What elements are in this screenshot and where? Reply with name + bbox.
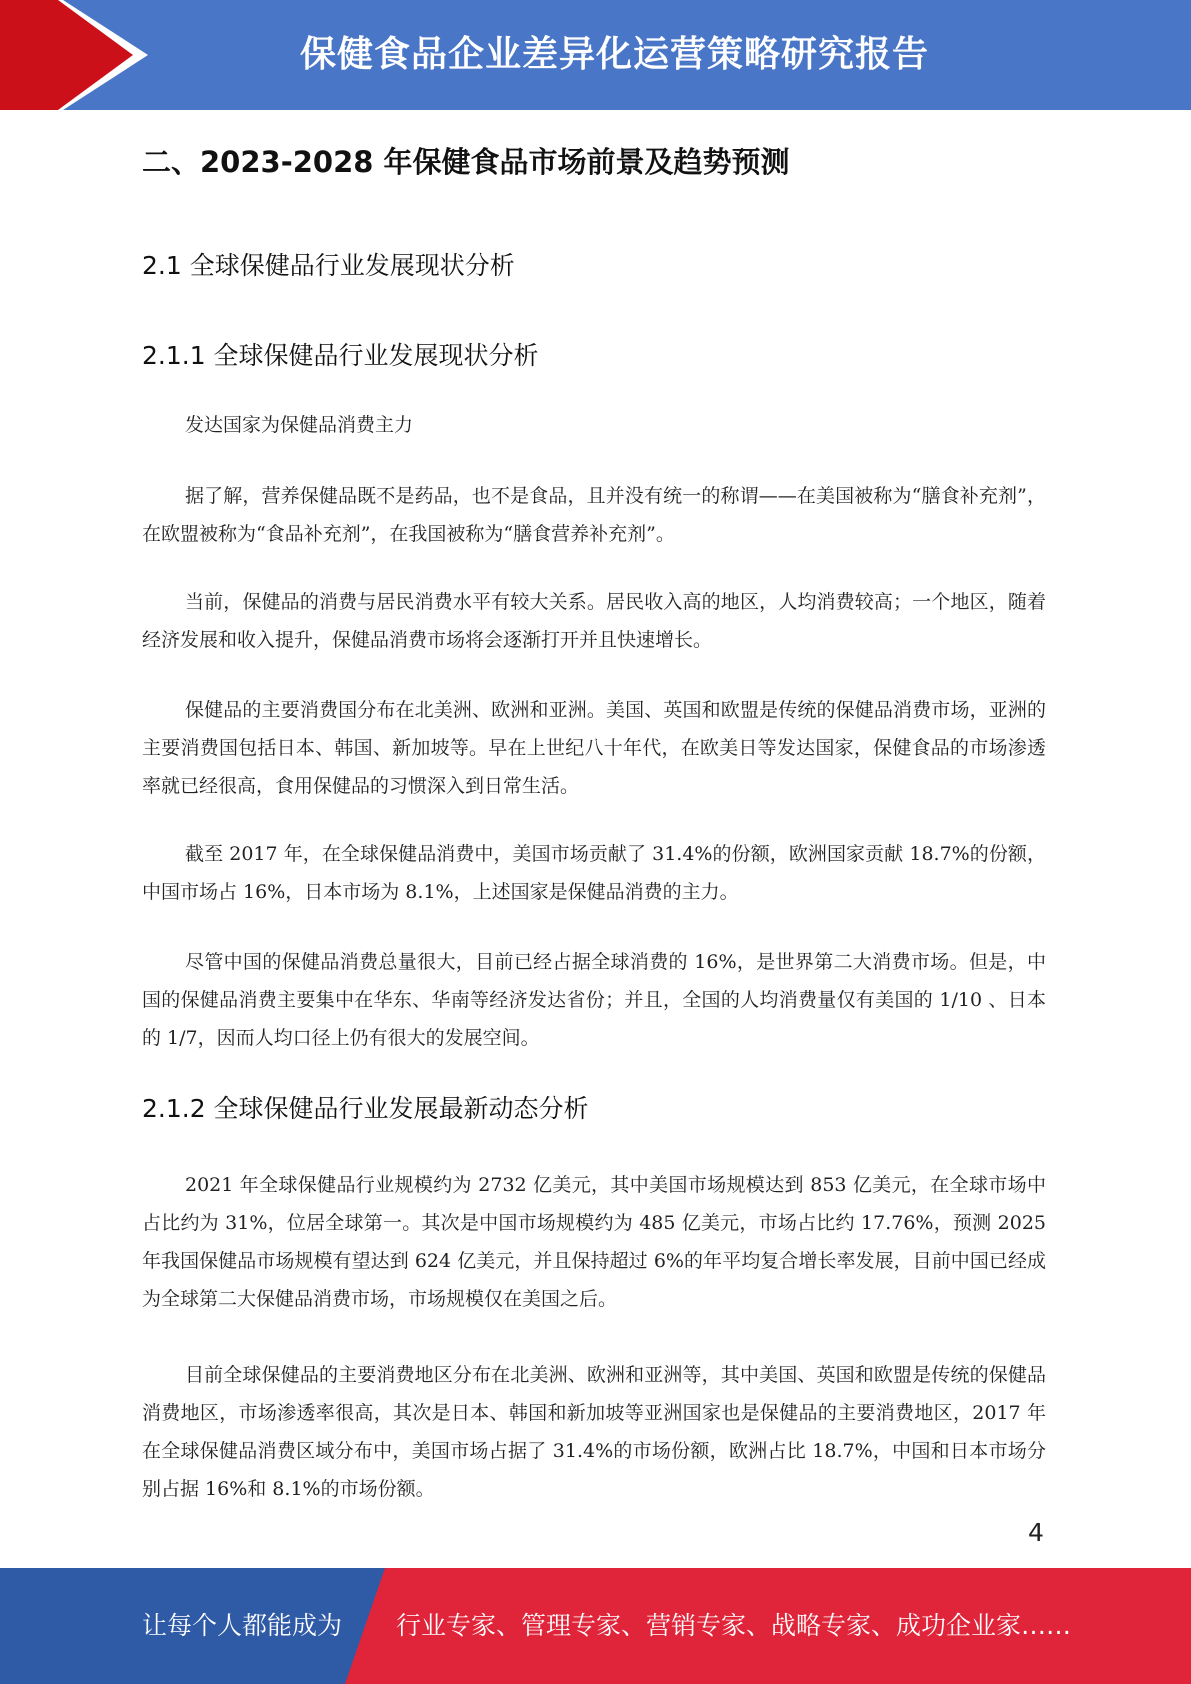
sub1-paragraph-6: 尽管中国的保健品消费总量很大，目前已经占据全球消费的 16%，是世界第二大消费市场。但是，中国的保健品消费主要集中在华东、华南等经济发达省份；并且，全国的人均消费量仅有美国的 1/10 、日本的 1/7，因而人均口径上仍有很大的发展空间。 — [142, 951, 1046, 1049]
sub1-paragraph-4: 保健品的主要消费国分布在北美洲、欧洲和亚洲。美国、英国和欧盟是传统的保健品消费市场，亚洲的主要消费国包括日本、韩国、新加坡等。早在上世纪八十年代，在欧美日等发达国家，保健食品的市场渗透率就已经很高，食用保健品的习惯深入到日常生活。 — [142, 699, 1046, 797]
page-footer — [0, 1568, 1191, 1684]
header-red-arrow-shape — [0, 0, 150, 110]
page-header — [0, 0, 1191, 110]
sub1-paragraph-5: 截至 2017 年，在全球保健品消费中，美国市场贡献了 31.4%的份额，欧洲国家贡献 18.7%的份额，中国市场占 16%，日本市场为 8.1%，上述国家是保健品消费的主力。 — [142, 843, 1046, 903]
sub1-paragraph-1: 发达国家为保健品消费主力 — [185, 414, 414, 436]
sub1-title: 2.1.1 全球保健品行业发展现状分析 — [142, 341, 539, 370]
section-title: 二、2023-2028 年保健食品市场前景及趋势预测 — [142, 145, 790, 179]
report-title: 保健食品企业差异化运营策略研究报告 — [300, 34, 930, 75]
page-number: 4 — [1028, 1518, 1044, 1547]
sub1-paragraph-3: 当前，保健品的消费与居民消费水平有较大关系。居民收入高的地区，人均消费较高；一个地区，随着经济发展和收入提升，保健品消费市场将会逐渐打开并且快速增长。 — [142, 591, 1046, 651]
footer-slogan: 让每个人都能成为 — [142, 1611, 343, 1640]
sub2-title: 2.1.2 全球保健品行业发展最新动态分析 — [142, 1094, 589, 1123]
sub1-paragraph-2: 据了解，营养保健品既不是药品，也不是食品，且并没有统一的称谓——在美国被称为“膳食补充剂”，在欧盟被称为“食品补充剂”，在我国被称为“膳食营养补充剂”。 — [142, 485, 1046, 545]
sub2-paragraph-2: 目前全球保健品的主要消费地区分布在北美洲、欧洲和亚洲等，其中美国、英国和欧盟是传统的保健品消费地区，市场渗透率很高，其次是日本、韩国和新加坡等亚洲国家也是保健品的主要消费地区，2017 年在全球保健品消费区域分布中，美国市场占据了 31.4%的市场份额，欧洲占比 18.7%，中国和日本市场分别占据 16%和 8.1%的市场份额。 — [142, 1364, 1046, 1500]
footer-roles: 行业专家、管理专家、营销专家、战略专家、成功企业家…… — [396, 1611, 1072, 1640]
subsection-title: 2.1 全球保健品行业发展现状分析 — [142, 251, 515, 280]
sub2-paragraph-1: 2021 年全球保健品行业规模约为 2732 亿美元，其中美国市场规模达到 853 亿美元，在全球市场中占比约为 31%，位居全球第一。其次是中国市场规模约为 485 亿美元，市场占比约 17.76%，预测 2025 年我国保健品市场规模有望达到 624 亿美元，并且保持超过 6%的年平均复合增长率发展，目前中国已经成为全球第二大保健品消费市场，市场规模仅在美国之后。 — [142, 1174, 1046, 1310]
